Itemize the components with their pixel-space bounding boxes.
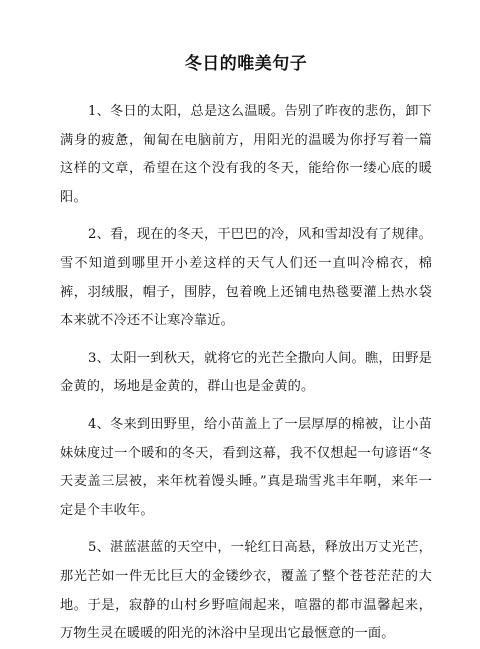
- paragraph-2: 2、看，现在的冬天，干巴巴的冷，风和雪却没有了规律。雪不知道到哪里开小差这样的天气人们还一直叫冷棉衣，棉裤，羽绒服，帽子，围脖，包着晚上还铺电热毯要灌上热水袋本来就不冷还不让寒冷靠近。: [60, 227, 432, 329]
- paragraph-5: 5、湛蓝湛蓝的天空中，一轮红日高悬，释放出万丈光芒，那光芒如一件无比巨大的金镂纱衣，覆盖了整个苍苍茫茫的大地。于是，寂静的山村乡野喧闹起来，喧嚣的都市温馨起来，万物生灵在暖暖的阳光的沐浴中呈现出它最惬意的一面。: [60, 540, 432, 642]
- document-title: 冬日的唯美句子: [184, 54, 308, 74]
- paragraph-3: 3、太阳一到秋天，就将它的光芒全撒向人间。瞧，田野是金黄的，场地是金黄的，群山也是金黄的。: [60, 350, 432, 395]
- paragraph-1: 1、冬日的太阳，总是这么温暖。告别了昨夜的悲伤，卸下满身的疲惫，匍匐在电脑前方，用阳光的温暖为你抒写着一篇这样的文章，希望在这个没有我的冬天，能给你一缕心底的暖阳。: [60, 104, 432, 205]
- paragraph-4: 4、冬来到田野里，给小苗盖上了一层厚厚的棉被，让小苗妹妹度过一个暖和的冬天，看到这幕，我不仅想起一句谚语“冬天麦盖三层被，来年枕着馒头睡。”真是瑞雪兆丰年啊，来年一定是个丰收年。: [60, 416, 432, 518]
